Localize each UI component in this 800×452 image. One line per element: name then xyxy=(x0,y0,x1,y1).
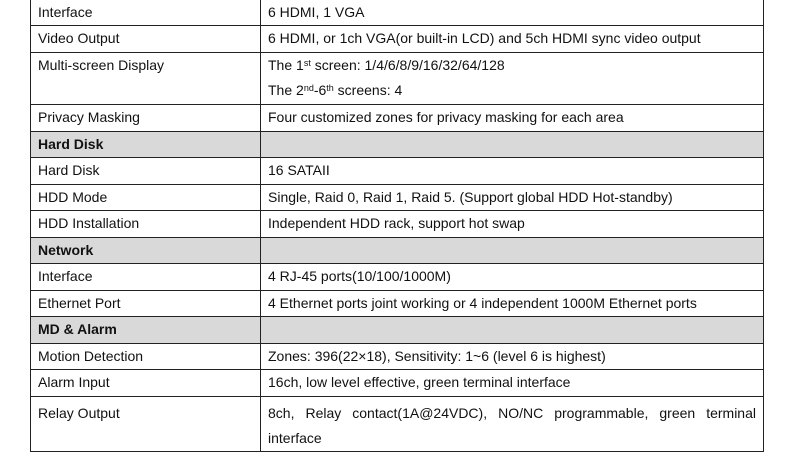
section-row xyxy=(31,317,764,344)
row-label: Motion Detection xyxy=(31,344,261,370)
row-label: HDD Installation xyxy=(31,211,261,238)
screen-line-1: The 1st screen: 1/4/6/8/9/16/32/64/128 xyxy=(268,57,505,73)
section-title: Hard Disk xyxy=(31,132,261,158)
row-label: Ethernet Port xyxy=(31,291,261,317)
row-label: Video Output xyxy=(31,26,261,53)
table-row xyxy=(31,185,764,211)
table-row xyxy=(31,158,764,185)
table-row xyxy=(31,370,764,397)
screen-line-2: The 2nd-6th screens: 4 xyxy=(268,82,403,98)
table-row xyxy=(31,0,764,26)
row-value: 4 RJ-45 ports(10/100/1000M) xyxy=(261,264,764,291)
row-value: Single, Raid 0, Raid 1, Raid 5. (Support global HDD Hot-standby) xyxy=(261,185,764,211)
row-value: 6 HDMI, or 1ch VGA(or built-in LCD) and 5ch HDMI sync video output xyxy=(261,26,764,53)
section-row xyxy=(31,238,764,264)
row-value: 16ch, low level effective, green terminal interface xyxy=(261,370,764,397)
row-label: Interface xyxy=(31,264,261,291)
row-value: 4 Ethernet ports joint working or 4 independent 1000M Ethernet ports xyxy=(261,291,764,317)
table-row xyxy=(31,211,764,238)
section-title: MD & Alarm xyxy=(31,317,261,344)
table-row xyxy=(31,26,764,53)
row-value xyxy=(261,53,764,105)
row-value: Four customized zones for privacy masking for each area xyxy=(261,105,764,132)
table-row xyxy=(31,53,764,105)
row-value: 16 SATAII xyxy=(261,158,764,185)
row-label: Relay Output xyxy=(31,397,261,452)
row-value: 8ch, Relay contact(1A@24VDC), NO/NC programmable, green terminal interface xyxy=(261,397,764,452)
section-title: Network xyxy=(31,238,261,264)
row-label: Interface xyxy=(31,0,261,26)
table-row xyxy=(31,264,764,291)
row-label: Hard Disk xyxy=(31,158,261,185)
row-value: Independent HDD rack, support hot swap xyxy=(261,211,764,238)
row-label: HDD Mode xyxy=(31,185,261,211)
row-value: Zones: 396(22×18), Sensitivity: 1~6 (level 6 is highest) xyxy=(261,344,764,370)
section-row xyxy=(31,132,764,158)
table-row xyxy=(31,397,764,452)
table-row xyxy=(31,344,764,370)
table-row xyxy=(31,105,764,132)
row-label: Alarm Input xyxy=(31,370,261,397)
row-value: 6 HDMI, 1 VGA xyxy=(261,0,764,26)
table-row xyxy=(31,291,764,317)
row-label: Multi-screen Display xyxy=(31,53,261,105)
spec-table xyxy=(30,0,764,452)
row-label: Privacy Masking xyxy=(31,105,261,132)
